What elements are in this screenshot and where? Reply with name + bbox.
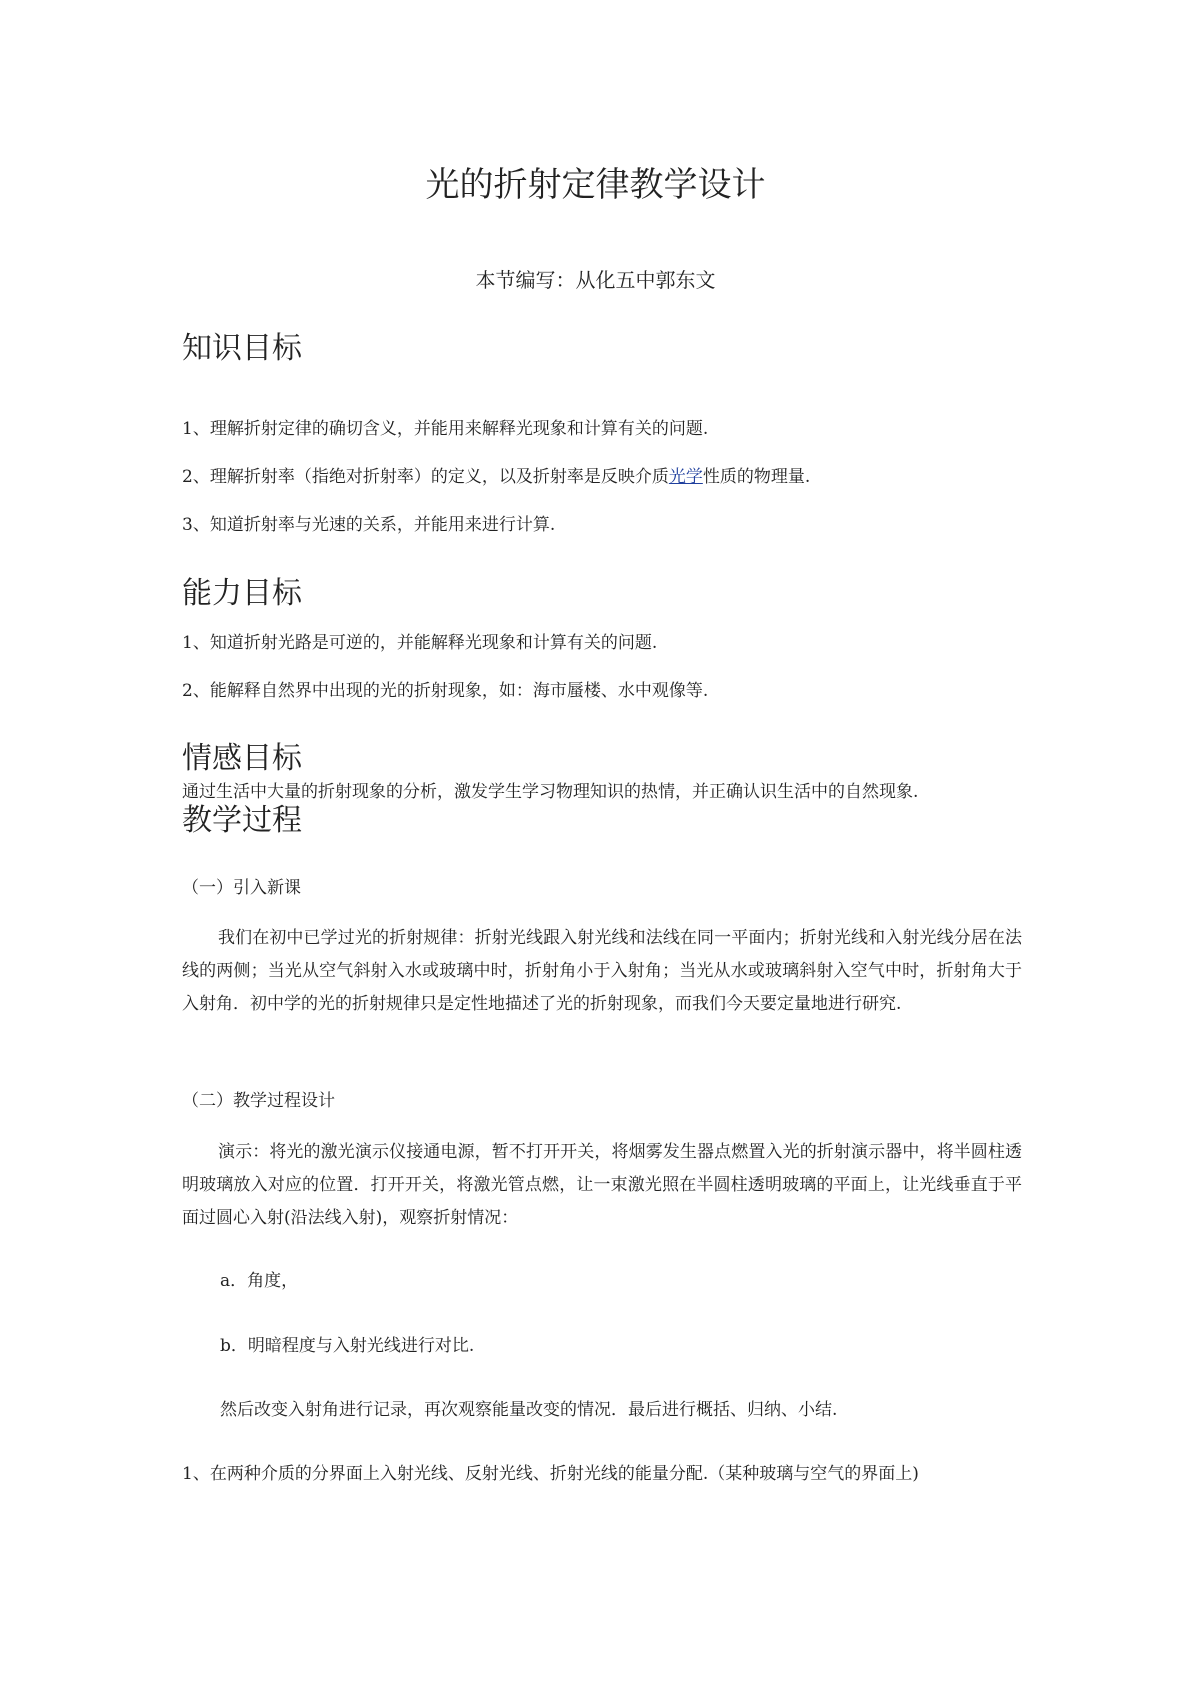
point-a: a．角度， <box>220 1271 299 1291</box>
document-title: 光的折射定律教学设计 <box>425 165 766 205</box>
part2-label: （二）教学过程设计 <box>182 1091 335 1111</box>
heading-ability-goals: 能力目标 <box>182 576 302 611</box>
point-b: b．明暗程度与入射光线进行对比. <box>220 1336 475 1356</box>
knowledge-item-1: 1、理解折射定律的确切含义，并能用来解释光现象和计算有关的问题. <box>182 419 709 439</box>
heading-knowledge-goals: 知识目标 <box>182 331 302 366</box>
ability-item-2: 2、能解释自然界中出现的光的折射现象，如：海市蜃楼、水中观像等. <box>182 681 709 701</box>
part2-paragraph: 演示：将光的激光演示仪接通电源，暂不打开开关，将烟雾发生器点燃置入光的折射演示器中，将半圆柱透明玻璃放入对应的位置．打开开关，将激光管点燃，让一束激光照在半圆柱透明玻璃的平面上，让光线垂直于平面过圆心入射(沿法线入射)，观察折射情况： <box>182 1142 1022 1228</box>
knowledge-item-2-text-after: 性质的物理量. <box>702 467 811 487</box>
emotion-text: 通过生活中大量的折射现象的分析，激发学生学习物理知识的热情，并正确认识生活中的自然现象. <box>182 782 919 802</box>
heading-teaching-process: 教学过程 <box>182 803 302 838</box>
optics-link[interactable]: 光学 <box>668 467 703 487</box>
knowledge-item-2-text-before: 2、理解折射率（指绝对折射率）的定义，以及折射率是反映介质 <box>182 467 669 487</box>
author-line: 本节编写：从化五中郭东文 <box>475 268 716 292</box>
heading-emotion-goals: 情感目标 <box>182 741 302 776</box>
part1-label: （一）引入新课 <box>182 878 301 898</box>
process-item-1: 1、在两种介质的分界面上入射光线、反射光线、折射光线的能量分配.（某种玻璃与空气的界面上) <box>182 1464 919 1484</box>
knowledge-item-3: 3、知道折射率与光速的关系，并能用来进行计算. <box>182 515 556 535</box>
ability-item-1: 1、知道折射光路是可逆的，并能解释光现象和计算有关的问题. <box>182 633 658 653</box>
knowledge-item-2 <box>182 464 810 490</box>
summary-text: 然后改变入射角进行记录，再次观察能量改变的情况．最后进行概括、归纳、小结. <box>220 1400 838 1420</box>
part1-paragraph: 我们在初中已学过光的折射规律：折射光线跟入射光线和法线在同一平面内；折射光线和入射光线分居在法线的两侧；当光从空气斜射入水或玻璃中时，折射角小于入射角；当光从水或玻璃斜射入空气中时，折射角大于入射角．初中学的光的折射规律只是定性地描述了光的折射现象，而我们今天要定量地进行研究. <box>182 928 1022 1014</box>
